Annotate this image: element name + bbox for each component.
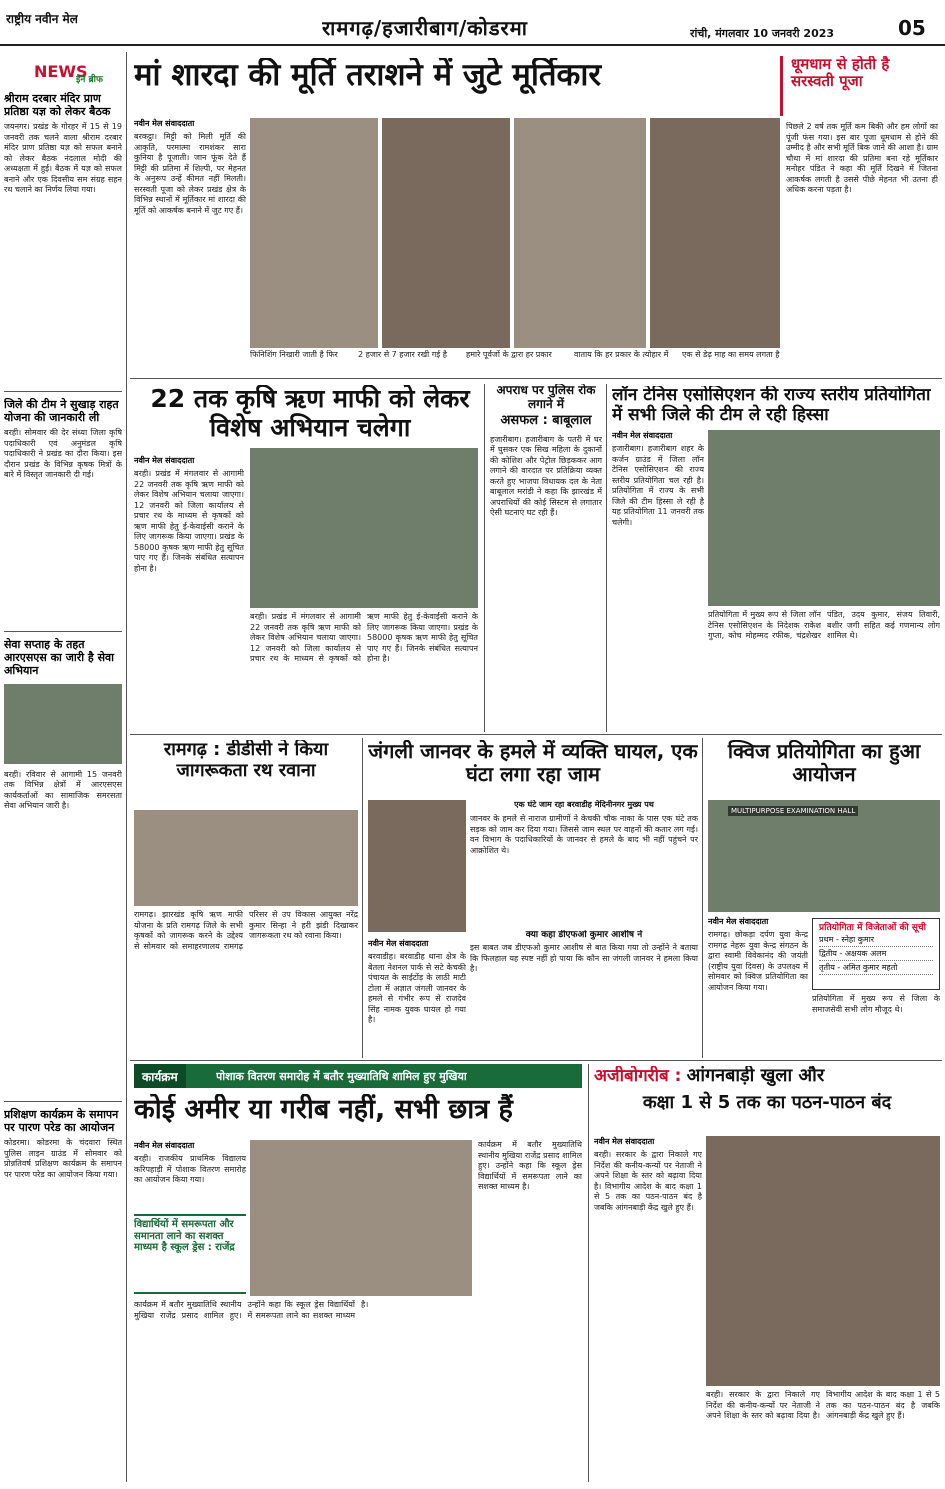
brief-title: जिले की टीम ने सुखाड़ राहत योजना की जानकारी ली bbox=[4, 398, 119, 425]
anganwadi-body: बरही। सरकार के द्वारा निकाले गए निर्देश की कनीय-कन्यों पर नेताजी ने अपने शिक्षा के स्तर को बढ़ावा दिया है। विभागीय आदेश के बाद कक्षा 1 से 5 तक का पठन-पाठन बंद है जबकि आंगनबाड़ी केंद्र खुले हुए हैं। bbox=[594, 1150, 702, 1212]
brief-body: बरही। सोमवार की देर संध्या जिला कृषि पदाधिकारी एवं अनुमंडल कृषि पदाधिकारी ने प्रखंड का दौरा किया। इस दौरान प्रखंड के विभिन्न कृषक मित्रों के बारे में विस्तृत जानकारी दी गई। bbox=[4, 428, 122, 480]
column-divider bbox=[362, 738, 363, 1058]
program-body-2: कार्यक्रम में बतौर मुख्यातिथि स्थानीय मुखिया राजेंद्र प्रसाद शामिल हुए। उन्होंने कहा कि स्कूल ड्रेस विद्यार्थियों में समरूपता लाने का सशक्त माध्यम है। bbox=[478, 1140, 582, 1191]
agri-meeting-photo bbox=[250, 448, 478, 608]
uniform-photo bbox=[250, 1140, 472, 1296]
anganwadi-tag: अजीबोगरीब : bbox=[594, 1066, 682, 1086]
winner-item: प्रथम - स्नेहा कुमार bbox=[819, 933, 933, 947]
winners-box bbox=[812, 918, 940, 990]
column-divider bbox=[126, 52, 127, 1482]
sculptor-photo bbox=[250, 118, 378, 348]
program-tag: कार्यक्रम bbox=[134, 1064, 186, 1088]
ramgarh-body: रामगढ़। झारखंड कृषि ऋण माफी योजना के प्रति रामगढ़ जिले के सभी कृषकों को जागरूक करने के उद्देश्य से सोमवार को समाहरणालय रामगढ़ परिसर से उप विकास आयुक्त नरेंद्र कुमार सिन्हा ने हरी झंडी दिखाकर जागरूकता रथ को रवाना किया। bbox=[134, 910, 358, 951]
photo-caption: हमारे पूर्वजों के द्वारा हर प्रकार bbox=[466, 350, 552, 359]
brief-item bbox=[4, 392, 122, 632]
agri-body-cont: बरही। प्रखंड में मंगलवार से आगामी 22 जनवरी तक कृषि ऋण माफी को लेकर विशेष अभियान चलाया जाएगा। 12 जनवरी को जिला कार्यालय से प्रचार रथ के माध्यम से कृषकों को ऋण माफी हेतु ई-केवाईसी कराने के लिए जागरूक किया जाएगा। प्रखंड के 58000 कृषक ऋण माफी हेतु सूचित पाए गए हैं। जिनके संबंधित सत्यापन होना है। bbox=[250, 612, 478, 663]
photo-caption: फिनिशिंग निखारी जाती है फिर bbox=[250, 350, 338, 359]
quiz-body: रामगढ़। छोकड़ा दर्पण युवा केन्द्र रामगढ़ नेहरू युवा केन्द्र संगठन के द्वारा स्वामी विवेकानंद की जयंती (राष्ट्रीय युवा दिवस) के उपलक्ष्य में सोमवार को क्विज प्रतियोगिता का आयोजन किया गया। bbox=[708, 930, 808, 992]
anganwadi-headline-b: कक्षा 1 से 5 तक का पठन-पाठन बंद bbox=[642, 1091, 892, 1113]
quiz-text bbox=[708, 916, 808, 1056]
rath-photo bbox=[134, 810, 358, 906]
issue-date: रांची, मंगलवार 10 जनवरी 2023 bbox=[690, 27, 835, 40]
quiz-body-2: प्रतियोगिता में मुख्य रूप से जिला के समाजसेवी सभी लोग मौजूद थे। bbox=[812, 994, 940, 1014]
news-brief-column bbox=[4, 52, 122, 1482]
brief-title: श्रीराम दरबार मंदिर प्राण प्रतिष्ठा यज्ञ को लेकर बैठक bbox=[4, 92, 111, 119]
program-pullquote: विद्यार्थियों में समरूपता और समानता लाने का सशक्त माध्यम है स्कूल ड्रेस : राजेंद्र bbox=[134, 1214, 246, 1294]
program-strap bbox=[134, 1064, 582, 1088]
tennis-byline: नवीन मेल संवाददाता bbox=[612, 431, 673, 440]
anganwadi-text bbox=[594, 1136, 702, 1482]
section-divider bbox=[130, 1060, 942, 1061]
dfo-quote-body: इस बाबत जब डीएफओ कुमार आशीष से बात किया गया तो उन्होंने ने बताया कि फिलहाल यह स्पष्ट नहीं हो पाया कि कौन सा जंगली जानवर ने हमला किया है। bbox=[470, 943, 698, 974]
sculptor-photo bbox=[650, 118, 780, 348]
brief-item bbox=[4, 1102, 122, 1472]
brief-title: प्रशिक्षण कार्यक्रम के समापन पर पारण परेड का आयोजन bbox=[4, 1108, 119, 1135]
winner-item: तृतीय - अमित कुमार महतो bbox=[819, 961, 933, 975]
column-divider bbox=[588, 1064, 589, 1482]
program-strap-text: पोशाक वितरण समारोह में बतौर मुख्यातिथि शामिल हुए मुखिया bbox=[216, 1070, 467, 1083]
animal-text bbox=[368, 938, 466, 1058]
agri-body: बरही। प्रखंड में मंगलवार से आगामी 22 जनवरी तक कृषि ऋण माफी को लेकर विशेष अभियान चलाया जाएगा। 12 जनवरी को जिला कार्यालय से प्रचार रथ के माध्यम से कृषकों को ऋण माफी हेतु ई-केवाईसी कराने के लिए जागरूक किया जाएगा। प्रखंड के 58000 कृषक ऋण माफी हेतु सूचित पाए गए हैं। जिनके संबंधित सत्यापन होना है। bbox=[134, 469, 244, 573]
brief-photo bbox=[4, 684, 122, 764]
column-divider bbox=[702, 738, 703, 1058]
brief-label: NEWS bbox=[34, 62, 88, 81]
tennis-headline: लॉन टेनिस एसोसिएशन की राज्य स्तरीय प्रतियोगिता में सभी जिले की टीम ले रही हिस्सा bbox=[612, 386, 931, 425]
sculptor-photo bbox=[514, 118, 646, 348]
animal-intro: जानवर के हमले से नाराज ग्रामीणों ने केचकी चौक नाका के पास एक घंटे तक सड़क को जाम कर दिया गया। जिससे जाम स्थल पर वाहनों की कतार लग गई। वन विभाग के पदाधिकारियों के जानवर से हमले के बाद भी नहीं पहुंचने पर आक्रोशित थे। bbox=[470, 814, 698, 855]
brief-title: सेवा सप्ताह के तहत आरएसएस का जारी है सेवा अभियान bbox=[4, 638, 114, 678]
crowd-photo bbox=[368, 800, 466, 932]
lead-text-left bbox=[134, 118, 246, 373]
brand-logo: राष्ट्रीय नवीन मेल bbox=[6, 12, 78, 26]
lead-side-tag bbox=[780, 56, 936, 116]
ramgarh-headline: रामगढ़ : डीडीसी ने किया जागरूकता रथ रवाना bbox=[163, 740, 329, 781]
program-body-cont: कार्यक्रम में बतौर मुख्यातिथि स्थानीय मुखिया राजेंद्र प्रसाद शामिल हुए। उन्होंने कहा कि स्कूल ड्रेस विद्यार्थियों में समरूपता लाने का सशक्त माध्यम है। bbox=[134, 1300, 369, 1320]
lead-photo-strip bbox=[250, 118, 780, 348]
police-subhead: असफल : बाबूलाल bbox=[500, 412, 592, 428]
brief-item bbox=[4, 92, 122, 392]
quiz-photo bbox=[708, 800, 940, 912]
winners-title: प्रतियोगिता में विजेताओं की सूची bbox=[819, 923, 926, 933]
agri-text bbox=[134, 455, 244, 730]
animal-byline: नवीन मेल संवाददाता bbox=[368, 939, 429, 948]
anganwadi-head bbox=[594, 1066, 940, 1130]
brief-sublabel: इन ब्रीफ bbox=[76, 75, 103, 85]
masthead bbox=[0, 0, 945, 46]
dfo-quote bbox=[470, 930, 698, 1058]
quiz-byline: नवीन मेल संवाददाता bbox=[708, 917, 769, 926]
anganwadi-byline: नवीन मेल संवाददाता bbox=[594, 1137, 655, 1146]
section-divider bbox=[130, 734, 942, 735]
section-divider bbox=[130, 378, 942, 379]
brief-body: जयनगर। प्रखंड के गोरहर में 15 से 19 जनवरी तक चलने वाला श्रीराम दरबार मंदिर प्राण प्रतिष्ठा यज्ञ को सफल बनाने को लेकर बैठक नंदलाल मोदी की अध्यक्षता में हुई। बैठक में यज्ञ को सफल बनाने और एक दिवसीय सम संग्रह सहन रथ चलाने का निर्णय लिया गया। bbox=[4, 122, 122, 195]
photo-caption: एक से डेढ़ माह का समय लगता है bbox=[682, 350, 780, 359]
anganwadi-body-cont: बरही। सरकार के द्वारा निकाले गए निर्देश की कनीय-कन्यों पर नेताजी ने अपने शिक्षा के स्तर को बढ़ावा दिया है। विभागीय आदेश के बाद कक्षा 1 से 5 तक का पठन-पाठन बंद है जबकि आंगनबाड़ी केंद्र खुले हुए हैं। bbox=[706, 1390, 940, 1420]
animal-subhead: एक घंटे जाम रहा बरवाडीह मेदिनीनगर मुख्य पथ bbox=[514, 800, 654, 809]
program-byline: नवीन मेल संवाददाता bbox=[134, 1141, 195, 1150]
police-story bbox=[490, 384, 602, 730]
tennis-body: हजारीबाग। हजारीबाग शहर के कर्जन ग्राउंड में जिला लॉन टेनिस एसोसिएशन की राज्य स्तरीय प्रतियोगिता चल रही है। प्रतियोगिता में राज्य के सभी जिले की टीम हिस्सा ले रही है यह प्रतियोगिता 11 जनवरी तक चलेगी। bbox=[612, 444, 704, 527]
anganwadi-photo bbox=[706, 1136, 940, 1386]
lead-body: बरकट्ठा। मिट्टी को मिली मूर्ति की आकृति, परमात्मा रामशंकर सारा कुनिया है पूजाती। जान फूंक देते हैं मिट्टी की प्रतिमा में शिल्पी, पर मेहनत के अनुरूप उन्हें कीमत नहीं मिलती। सरस्वती पूजा को लेकर प्रखंड क्षेत्र के विभिन्न स्थानों में मूर्तिकार मां शारदा की मूर्ति को आकर्षक बनाने में जुट गए हैं। bbox=[134, 132, 246, 215]
lead-captions bbox=[250, 350, 780, 374]
agri-byline: नवीन मेल संवाददाता bbox=[134, 456, 195, 465]
sculptor-photo bbox=[382, 118, 510, 348]
column-divider bbox=[484, 384, 485, 732]
dfo-quote-head: क्या कहा डीएफओ कुमार आशीष ने bbox=[525, 930, 643, 940]
animal-headline: जंगली जानवर के हमले में व्यक्ति घायल, एक घंटा लगा रहा जाम bbox=[368, 740, 698, 786]
program-body: बरही। राजकीय प्राथमिक विद्यालय करिपहाड़ी में पोशाक वितरण समारोह का आयोजन किया गया। bbox=[134, 1154, 246, 1184]
column-divider bbox=[606, 384, 607, 732]
anganwadi-headline-a: आंगनबाड़ी खुला और bbox=[686, 1066, 825, 1086]
lead-body-right: पिछले 2 वर्ष तक मूर्ति कम बिकी और हम लोगों का पूंजी फंस गया। इस बार पूजा धूमधाम से होने की उम्मीद है और सभी मूर्ति बिक जाने की आशा है। ग्राम चौथा में मां शारदा की प्रतिमा बना रहे मूर्तिकार मनोहर पंडित ने कहा की मूर्ति दिखने में जितना आकर्षक लगती है उससे पीछे मेहनत भी उतना ही अधिक करना पड़ता है। bbox=[786, 122, 938, 194]
photo-caption: वाताय कि हर प्रकार के त्योहार में bbox=[574, 350, 669, 359]
agri-headline: 22 तक कृषि ऋण माफी को लेकर विशेष अभियान चलेगा bbox=[150, 385, 470, 442]
lead-side-tag-text: धूमधाम से होती है सरस्वती पूजा bbox=[791, 56, 890, 91]
page-number: 05 bbox=[898, 16, 926, 40]
section-title: रामगढ़/हजारीबाग/कोडरमा bbox=[322, 16, 528, 40]
brief-label-row bbox=[4, 52, 122, 92]
lead-headline: मां शारदा की मूर्ति तराशने में जुटे मूर्तिकार bbox=[134, 58, 602, 93]
tennis-photo bbox=[708, 430, 940, 606]
lead-byline: नवीन मेल संवाददाता bbox=[134, 119, 195, 128]
brief-item bbox=[4, 632, 122, 1102]
police-body: हजारीबाग। हजारीबाग के पतरी में घर में घुसकर एक सिख महिला के दुकानों की कोशिश और पेट्रोल छिड़ककर आग लगाने की वारदात पर प्रतिक्रिया व्यक्त करते हुए भाजपा विधायक दल के नेता बाबूलाल मरांडी ने कहा कि झारखंड में अपराधियों की कोई सिस्टम से लगातार ऐसी घटनाएं घट रही हैं। bbox=[490, 434, 602, 518]
winner-item: द्वितीय - अक्षयक अलम bbox=[819, 947, 933, 961]
hall-sign: MULTIPURPOSE EXAMINATION HALL bbox=[728, 806, 858, 816]
program-text bbox=[134, 1140, 246, 1212]
brief-body: बरही। रविवार से आगामी 15 जनवरी तक विभिन्न क्षेत्रों में आरएसएस कार्यकर्ताओं का सामाजिक समरसता सेवा अभियान जारी है। bbox=[4, 769, 122, 811]
brief-body: कोडरमा। कोडरमा के चंदवारा स्थित पुलिस लाइन ग्राउंड में सोमवार को प्रोन्नतिवर्ष प्रशिक्षण कार्यक्रम के समापन पर पारण परेड का आयोजन किया गया। bbox=[4, 1138, 122, 1179]
tennis-text bbox=[612, 430, 704, 730]
photo-caption: 2 हजार से 7 हजार रखी गई है bbox=[358, 350, 448, 359]
quiz-headline: क्विज प्रतियोगिता का हुआ आयोजन bbox=[727, 740, 921, 786]
program-headline: कोई अमीर या गरीब नहीं, सभी छात्र हैं bbox=[134, 1094, 513, 1125]
police-headline: अपराध पर पुलिस रोक लगाने में bbox=[496, 384, 596, 411]
animal-body: बरवाडीह। बरवाडीह थाना क्षेत्र के बेतला नेशनल पार्क से सटे केचकी पंचायत के साईटोंड़ के लाठी माटी टोला में अज्ञात जंगली जानवर के हमले से गंभीर रूप से राजदेव सिंह नामक युवक घायल हो गया है। bbox=[368, 952, 466, 1024]
tennis-body-2: प्रतियोगिता में मुख्य रूप से जिला लॉन टेनिस एसोसिएशन के निदेशक राकेश गुप्ता, कोच मोहम्मद रफीक, चंद्रशेखर पंडित, उदय कुमार, संजय तिवारी, बशीर जगी सहित कई गणमान्य लोग शामिल थे। bbox=[708, 610, 940, 640]
